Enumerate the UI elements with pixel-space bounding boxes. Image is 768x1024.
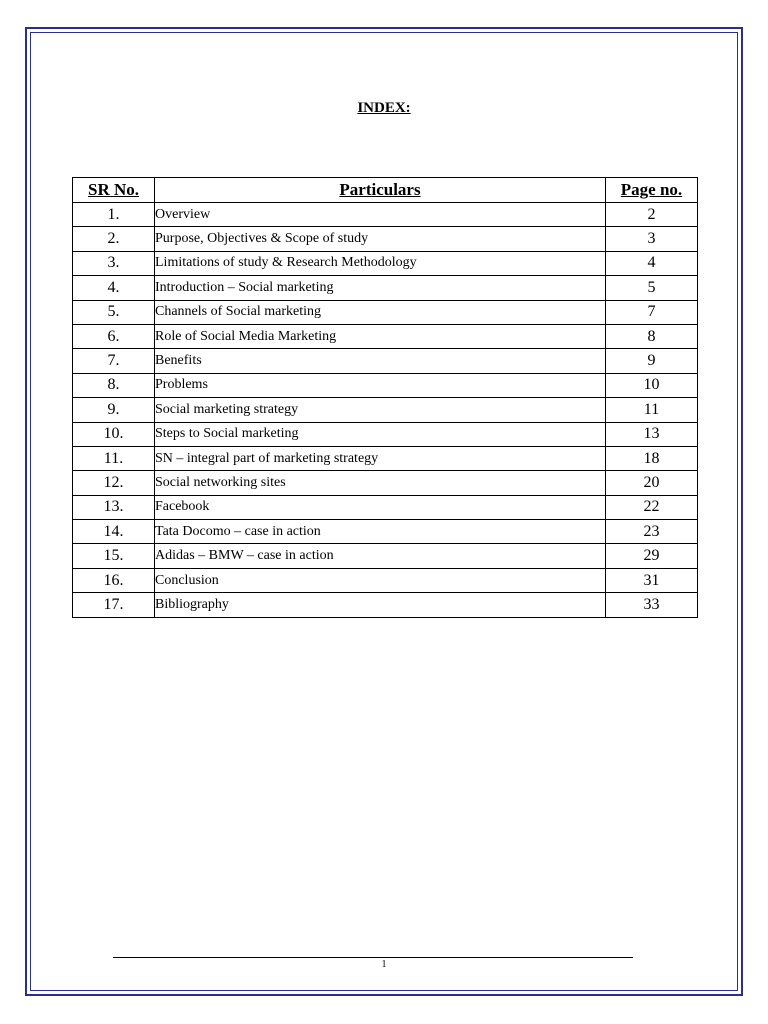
row-page-no: 13 xyxy=(606,422,698,446)
row-particulars: Bibliography xyxy=(155,593,606,617)
row-page-no: 5 xyxy=(606,276,698,300)
row-particulars: Channels of Social marketing xyxy=(155,300,606,324)
row-particulars: Problems xyxy=(155,373,606,397)
row-particulars: Adidas – BMW – case in action xyxy=(155,544,606,568)
row-particulars: Role of Social Media Marketing xyxy=(155,324,606,348)
row-particulars: Steps to Social marketing xyxy=(155,422,606,446)
row-particulars: Social marketing strategy xyxy=(155,398,606,422)
row-particulars: Benefits xyxy=(155,349,606,373)
row-page-no: 8 xyxy=(606,324,698,348)
row-sr-no: 12. xyxy=(73,471,155,495)
row-page-no: 10 xyxy=(606,373,698,397)
table-row xyxy=(73,227,698,251)
table-row xyxy=(73,251,698,275)
row-page-no: 7 xyxy=(606,300,698,324)
row-particulars: Facebook xyxy=(155,495,606,519)
table-row xyxy=(73,324,698,348)
row-page-no: 33 xyxy=(606,593,698,617)
table-row xyxy=(73,520,698,544)
table-row xyxy=(73,568,698,592)
row-page-no: 3 xyxy=(606,227,698,251)
row-sr-no: 10. xyxy=(73,422,155,446)
row-sr-no: 4. xyxy=(73,276,155,300)
table-header-row xyxy=(73,178,698,203)
table-row xyxy=(73,446,698,470)
row-particulars: Tata Docomo – case in action xyxy=(155,520,606,544)
row-particulars: Purpose, Objectives & Scope of study xyxy=(155,227,606,251)
table-row xyxy=(73,422,698,446)
row-sr-no: 2. xyxy=(73,227,155,251)
row-sr-no: 13. xyxy=(73,495,155,519)
row-sr-no: 3. xyxy=(73,251,155,275)
row-particulars: SN – integral part of marketing strategy xyxy=(155,446,606,470)
row-page-no: 31 xyxy=(606,568,698,592)
header-particulars: Particulars xyxy=(155,178,606,203)
row-sr-no: 7. xyxy=(73,349,155,373)
table-row xyxy=(73,349,698,373)
header-sr-no: SR No. xyxy=(73,178,155,203)
row-page-no: 4 xyxy=(606,251,698,275)
row-sr-no: 9. xyxy=(73,398,155,422)
row-sr-no: 8. xyxy=(73,373,155,397)
row-page-no: 20 xyxy=(606,471,698,495)
row-page-no: 29 xyxy=(606,544,698,568)
row-page-no: 23 xyxy=(606,520,698,544)
row-sr-no: 16. xyxy=(73,568,155,592)
row-particulars: Overview xyxy=(155,203,606,227)
row-sr-no: 14. xyxy=(73,520,155,544)
table-row xyxy=(73,300,698,324)
page-number: 1 xyxy=(381,959,387,970)
table-row xyxy=(73,373,698,397)
row-particulars: Conclusion xyxy=(155,568,606,592)
table-row xyxy=(73,495,698,519)
table-row xyxy=(73,276,698,300)
row-particulars: Social networking sites xyxy=(155,471,606,495)
row-page-no: 2 xyxy=(606,203,698,227)
table-row xyxy=(73,471,698,495)
table-row xyxy=(73,544,698,568)
index-table xyxy=(72,177,698,618)
table-row xyxy=(73,593,698,617)
row-sr-no: 6. xyxy=(73,324,155,348)
table-row xyxy=(73,398,698,422)
row-sr-no: 17. xyxy=(73,593,155,617)
row-page-no: 11 xyxy=(606,398,698,422)
row-particulars: Introduction – Social marketing xyxy=(155,276,606,300)
row-page-no: 18 xyxy=(606,446,698,470)
row-sr-no: 1. xyxy=(73,203,155,227)
row-sr-no: 15. xyxy=(73,544,155,568)
row-page-no: 9 xyxy=(606,349,698,373)
table-row xyxy=(73,203,698,227)
row-page-no: 22 xyxy=(606,495,698,519)
index-title: INDEX: xyxy=(357,100,411,116)
header-page-no: Page no. xyxy=(606,178,698,203)
row-sr-no: 5. xyxy=(73,300,155,324)
footer-divider xyxy=(113,957,633,958)
row-particulars: Limitations of study & Research Methodology xyxy=(155,251,606,275)
row-sr-no: 11. xyxy=(73,446,155,470)
